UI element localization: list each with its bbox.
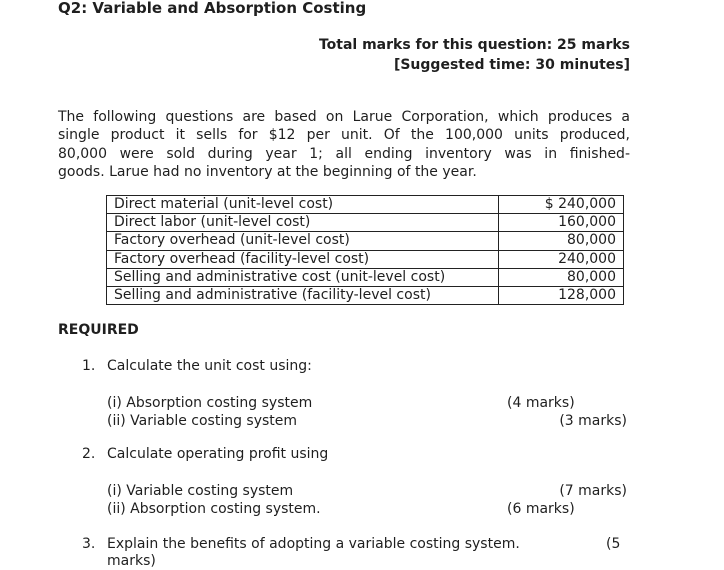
cost-item: Selling and administrative cost (unit-level cost) — [107, 268, 499, 286]
question-number: 2. — [82, 446, 96, 462]
table-row — [107, 196, 624, 214]
table-row — [107, 250, 624, 268]
table-row — [107, 232, 624, 250]
intro-line: The following questions are based on Larue Corporation, which produces a — [58, 109, 630, 125]
cost-value: 128,000 — [499, 287, 624, 305]
intro-paragraph — [58, 108, 630, 181]
question-part: (ii) Absorption costing system. — [107, 501, 321, 517]
question-part: (i) Absorption costing system — [107, 395, 313, 411]
cost-item: Direct material (unit-level cost) — [107, 196, 499, 214]
intro-line: single product it sells for $12 per unit. Of the 100,000 units produced, — [58, 127, 630, 144]
part-marks: (6 marks) — [507, 501, 575, 517]
question-text: Calculate operating profit using — [107, 446, 329, 462]
table-row — [107, 287, 624, 305]
question-marks-continued: marks) — [107, 553, 156, 569]
cost-value: 240,000 — [499, 250, 624, 268]
question-text: Calculate the unit cost using: — [107, 358, 312, 374]
cost-item: Factory overhead (unit-level cost) — [107, 232, 499, 250]
cost-item: Direct labor (unit-level cost) — [107, 214, 499, 232]
suggested-time: [Suggested time: 30 minutes] — [393, 57, 630, 73]
required-heading: REQUIRED — [58, 322, 139, 338]
cost-item: Factory overhead (facility-level cost) — [107, 250, 499, 268]
question-title: Q2: Variable and Absorption Costing — [58, 0, 367, 17]
marks-info — [319, 35, 630, 75]
question-part: (i) Variable costing system — [107, 483, 294, 499]
part-marks: (3 marks) — [559, 413, 627, 429]
cost-item: Selling and administrative (facility-level cost) — [107, 287, 499, 305]
cost-value: $ 240,000 — [499, 196, 624, 214]
cost-value: 80,000 — [499, 232, 624, 250]
question-part: (ii) Variable costing system — [107, 413, 298, 429]
table-row — [107, 268, 624, 286]
total-marks: Total marks for this question: 25 marks — [318, 37, 630, 53]
question-text: Explain the benefits of adopting a variable costing system. — [107, 536, 520, 552]
table-row — [107, 214, 624, 232]
intro-line: 80,000 were sold during year 1; all ending inventory was in finished- — [58, 145, 630, 162]
cost-value: 80,000 — [499, 268, 624, 286]
cost-table — [106, 195, 624, 305]
question-marks: (5 — [606, 536, 621, 552]
part-marks: (4 marks) — [507, 395, 575, 411]
question-number: 1. — [82, 358, 96, 374]
question-number: 3. — [82, 536, 96, 552]
cost-value: 160,000 — [499, 214, 624, 232]
part-marks: (7 marks) — [559, 483, 627, 499]
intro-line: goods. Larue had no inventory at the beginning of the year. — [58, 163, 477, 180]
